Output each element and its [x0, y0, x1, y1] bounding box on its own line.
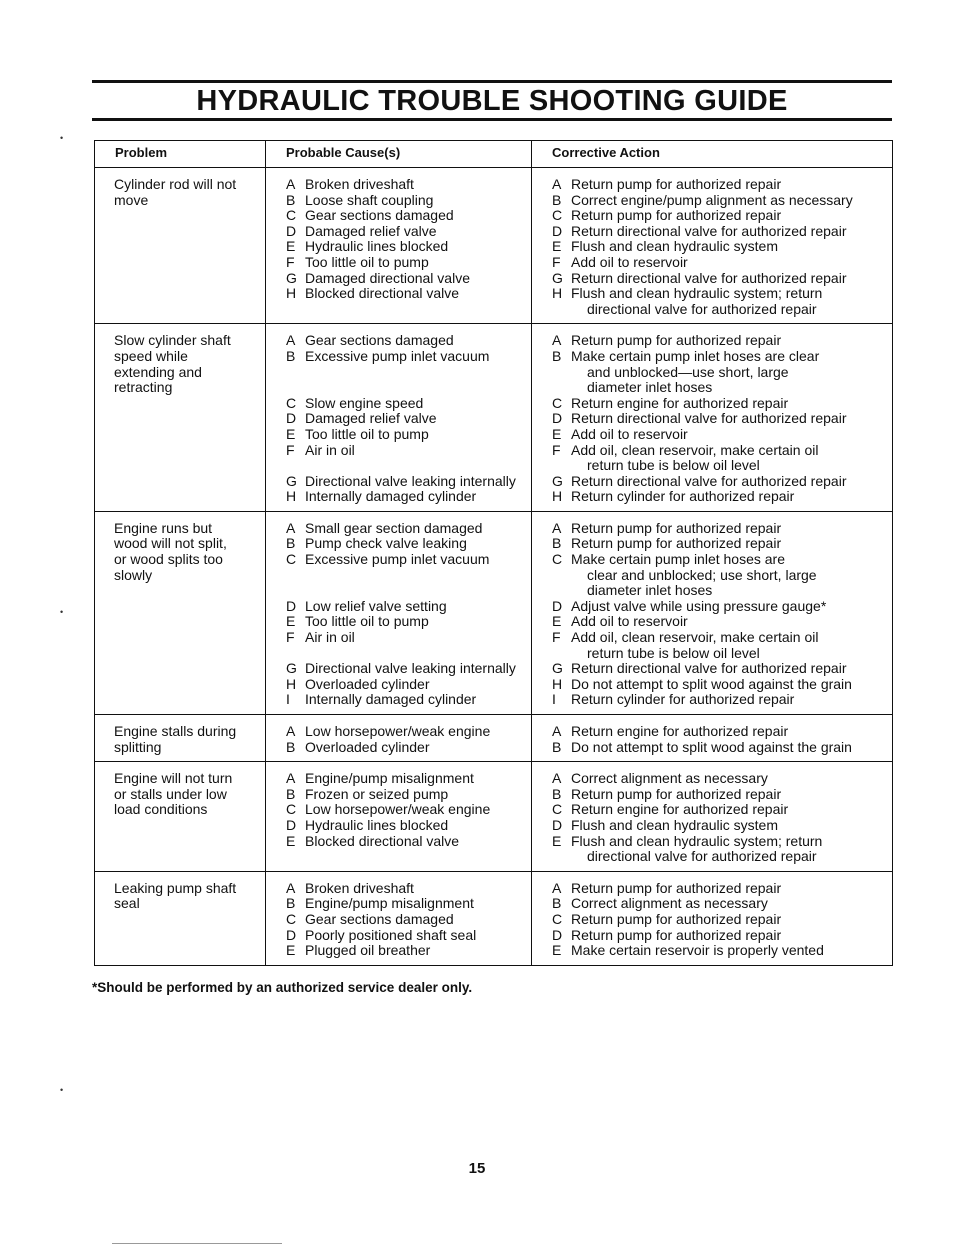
spacer [286, 583, 531, 599]
item-letter: F [286, 441, 295, 458]
item-text: Add oil to reservoir [571, 425, 688, 442]
problem-text-line: or wood splits too [114, 551, 223, 568]
item-text: Blocked directional valve [305, 285, 460, 302]
item-text-continuation: diameter inlet hoses [587, 582, 713, 599]
item-letter: B [286, 738, 296, 755]
item-letter: A [552, 723, 562, 739]
action-item [552, 896, 892, 912]
problem-text-line: retracting [114, 379, 173, 396]
action-item [552, 411, 892, 427]
item-letter: A [286, 723, 296, 739]
item-letter: A [286, 770, 296, 787]
item-letter: C [286, 801, 297, 818]
scan-mark: • [60, 133, 64, 143]
problem-text-line: move [114, 191, 149, 208]
item-letter: C [286, 207, 297, 224]
action-item [552, 536, 892, 552]
action-cell [532, 871, 893, 965]
action-item [552, 661, 892, 677]
item-text: Return directional valve for authorized repair [571, 269, 847, 286]
item-letter: E [552, 238, 562, 255]
item-letter: A [552, 770, 562, 787]
cause-item [286, 630, 531, 646]
item-letter: B [552, 895, 562, 912]
cause-cell [266, 715, 532, 762]
item-text: Add oil, clean reservoir, make certain oil [571, 441, 819, 458]
item-letter: E [286, 425, 296, 442]
action-item [552, 349, 892, 365]
item-text: Do not attempt to split wood against the grain [571, 738, 852, 755]
action-item [552, 271, 892, 287]
cause-item [286, 427, 531, 443]
item-text: Return cylinder for authorized repair [571, 488, 795, 505]
cause-item [286, 881, 531, 897]
item-text: Internally damaged cylinder [305, 488, 477, 505]
item-letter: G [552, 472, 563, 489]
item-letter: D [552, 222, 563, 239]
item-text: Too little oil to pump [305, 425, 429, 442]
action-item [552, 881, 892, 897]
item-text-continuation: return tube is below oil level [587, 644, 760, 661]
item-letter: C [552, 207, 563, 224]
item-letter: C [552, 551, 563, 568]
item-text: Correct engine/pump alignment as necessary [571, 191, 853, 208]
item-text: Return directional valve for authorized repair [571, 410, 847, 427]
action-item [552, 489, 892, 505]
item-text: Adjust valve while using pressure gauge* [571, 597, 827, 614]
cause-item [286, 489, 531, 505]
item-text: Gear sections damaged [305, 332, 454, 349]
problem-text-line: Slow cylinder shaft [114, 332, 231, 349]
problem-text-line: extending and [114, 363, 202, 380]
action-cell [532, 168, 893, 324]
item-text: Plugged oil breather [305, 942, 431, 959]
item-text: Return engine for authorized repair [571, 801, 789, 818]
item-text: Engine/pump misalignment [305, 895, 474, 912]
item-text: Blocked directional valve [305, 832, 460, 849]
item-text: Damaged relief valve [305, 410, 437, 427]
table-row [95, 324, 893, 512]
item-letter: E [286, 613, 296, 630]
problem-cell [95, 168, 266, 324]
item-text: Too little oil to pump [305, 613, 429, 630]
item-letter: E [552, 942, 562, 959]
problem-text-line: Leaking pump shaft [114, 879, 237, 896]
item-text: Flush and clean hydraulic system [571, 816, 778, 833]
action-item [552, 224, 892, 240]
item-text: Return pump for authorized repair [571, 785, 782, 802]
item-text: Slow engine speed [305, 394, 424, 411]
problem-text-line: wood will not split, [114, 535, 227, 552]
cause-item [286, 411, 531, 427]
cause-item [286, 740, 531, 756]
item-text-continuation: return tube is below oil level [587, 457, 760, 474]
item-letter: H [552, 675, 563, 692]
item-text: Directional valve leaking internally [305, 472, 516, 489]
item-letter: C [286, 394, 297, 411]
item-letter: D [286, 926, 297, 943]
item-text: Add oil to reservoir [571, 613, 688, 630]
problem-cell [95, 324, 266, 512]
cause-item [286, 333, 531, 349]
item-letter: F [286, 253, 295, 270]
action-item [552, 396, 892, 412]
item-letter: H [552, 488, 563, 505]
item-text: Make certain pump inlet hoses are clear [571, 347, 820, 364]
problem-text-line: seal [114, 895, 140, 912]
trouble-shooting-table [94, 140, 893, 966]
action-item [552, 474, 892, 490]
item-text: Return pump for authorized repair [571, 519, 782, 536]
item-text: Hydraulic lines blocked [305, 238, 449, 255]
action-cell [532, 762, 893, 872]
scan-mark: • [60, 607, 64, 617]
item-letter: B [286, 895, 296, 912]
cause-cell [266, 762, 532, 872]
item-text: Internally damaged cylinder [305, 691, 477, 708]
item-text: Excessive pump inlet vacuum [305, 347, 490, 364]
action-item [552, 630, 892, 646]
item-text: Damaged relief valve [305, 222, 437, 239]
cause-item [286, 396, 531, 412]
item-text: Poorly positioned shaft seal [305, 926, 477, 943]
action-item [552, 521, 892, 537]
item-text: Too little oil to pump [305, 253, 429, 270]
item-letter: D [552, 816, 563, 833]
action-item [552, 740, 892, 756]
cause-item [286, 443, 531, 459]
item-letter: E [552, 425, 562, 442]
cause-item [286, 599, 531, 615]
item-letter: E [286, 238, 296, 255]
item-letter: F [552, 253, 561, 270]
cause-item [286, 286, 531, 302]
action-item [552, 427, 892, 443]
item-letter: B [552, 347, 562, 364]
item-text: Air in oil [305, 441, 355, 458]
item-text: Add oil to reservoir [571, 253, 688, 270]
item-text: Return directional valve for authorized repair [571, 222, 847, 239]
item-text: Small gear section damaged [305, 519, 483, 536]
item-text: Low horsepower/weak engine [305, 801, 491, 818]
item-text: Return pump for authorized repair [571, 535, 782, 552]
problem-cell [95, 511, 266, 714]
problem-text-line: or stalls under low [114, 785, 227, 802]
title-rule-top [92, 80, 892, 83]
action-item [552, 677, 892, 693]
cause-item [286, 943, 531, 959]
item-text: Gear sections damaged [305, 910, 454, 927]
cause-item [286, 834, 531, 850]
item-text: Pump check valve leaking [305, 535, 467, 552]
item-text: Damaged directional valve [305, 269, 470, 286]
item-letter: C [552, 801, 563, 818]
item-letter: G [552, 660, 563, 677]
action-item [552, 771, 892, 787]
cause-item [286, 896, 531, 912]
item-letter: B [552, 191, 562, 208]
problem-text-line: Engine runs but [114, 519, 213, 536]
item-letter: E [286, 832, 296, 849]
table-header-row [95, 141, 893, 168]
item-letter: F [286, 629, 295, 646]
item-text: Return pump for authorized repair [571, 910, 782, 927]
item-letter: B [286, 191, 296, 208]
item-letter: G [286, 472, 297, 489]
item-text: Return engine for authorized repair [571, 723, 789, 739]
item-text: Flush and clean hydraulic system; return [571, 285, 823, 302]
action-item [552, 943, 892, 959]
footnote: *Should be performed by an authorized service dealer only. [92, 980, 473, 995]
item-text: Air in oil [305, 629, 355, 646]
action-item [552, 193, 892, 209]
spacer [286, 365, 531, 381]
item-text: Low horsepower/weak engine [305, 723, 491, 739]
action-item [552, 724, 892, 740]
item-letter: C [286, 910, 297, 927]
cause-item [286, 177, 531, 193]
table-body [95, 168, 893, 966]
item-letter: A [552, 519, 562, 536]
item-text: Return pump for authorized repair [571, 879, 782, 896]
cause-item [286, 193, 531, 209]
item-text: Engine/pump misalignment [305, 770, 474, 787]
item-letter: G [286, 269, 297, 286]
item-letter: I [286, 691, 290, 708]
item-letter: A [286, 176, 296, 192]
page-title: HYDRAULIC TROUBLE SHOOTING GUIDE [196, 85, 788, 117]
item-letter: H [552, 285, 563, 302]
item-text: Return pump for authorized repair [571, 926, 782, 943]
item-text-continuation: diameter inlet hoses [587, 379, 713, 396]
item-text: Return directional valve for authorized repair [571, 660, 847, 677]
item-letter: H [286, 675, 297, 692]
cause-item [286, 818, 531, 834]
item-letter: A [286, 519, 296, 536]
cause-item [286, 224, 531, 240]
item-letter: B [552, 738, 562, 755]
item-text: Excessive pump inlet vacuum [305, 551, 490, 568]
item-letter: B [552, 535, 562, 552]
item-text: Correct alignment as necessary [571, 770, 768, 787]
action-cell [532, 511, 893, 714]
item-text: Gear sections damaged [305, 207, 454, 224]
problem-text-line: load conditions [114, 801, 208, 818]
item-text-continuation: clear and unblocked; use short, large [587, 566, 817, 583]
item-text: Return engine for authorized repair [571, 394, 789, 411]
header-corrective-action: Corrective Action [532, 141, 893, 168]
cause-cell [266, 871, 532, 965]
cause-item [286, 677, 531, 693]
item-text: Low relief valve setting [305, 597, 447, 614]
cause-item [286, 255, 531, 271]
item-text: Overloaded cylinder [305, 738, 430, 755]
item-letter: H [286, 285, 297, 302]
action-cell [532, 715, 893, 762]
item-letter: D [552, 926, 563, 943]
action-item [552, 614, 892, 630]
cause-item [286, 614, 531, 630]
cause-item [286, 928, 531, 944]
item-text: Return directional valve for authorized repair [571, 472, 847, 489]
cause-item [286, 661, 531, 677]
item-text: Overloaded cylinder [305, 675, 430, 692]
action-item [552, 834, 892, 850]
item-text: Broken driveshaft [305, 176, 414, 192]
item-letter: D [552, 597, 563, 614]
table-row [95, 715, 893, 762]
item-letter: A [286, 332, 296, 349]
action-item [552, 599, 892, 615]
problem-cell [95, 715, 266, 762]
item-letter: D [286, 816, 297, 833]
cause-item [286, 536, 531, 552]
item-letter: F [552, 441, 561, 458]
item-text: Make certain pump inlet hoses are [571, 551, 785, 568]
item-text: Do not attempt to split wood against the grain [571, 675, 852, 692]
item-letter: C [286, 551, 297, 568]
item-letter: B [286, 347, 296, 364]
spacer [286, 646, 531, 662]
item-text: Flush and clean hydraulic system [571, 238, 778, 255]
item-letter: E [552, 832, 562, 849]
item-text: Broken driveshaft [305, 879, 414, 896]
item-text: Correct alignment as necessary [571, 895, 768, 912]
problem-text-line: Engine stalls during [114, 723, 237, 739]
header-probable-causes: Probable Cause(s) [266, 141, 532, 168]
item-text: Return pump for authorized repair [571, 332, 782, 349]
cause-item [286, 271, 531, 287]
item-letter: A [552, 176, 562, 192]
cause-item [286, 787, 531, 803]
spacer [286, 568, 531, 584]
action-item [552, 928, 892, 944]
cause-item [286, 724, 531, 740]
action-item [552, 552, 892, 568]
spacer [286, 380, 531, 396]
item-letter: E [552, 613, 562, 630]
problem-text-line: slowly [114, 566, 153, 583]
action-item [552, 692, 892, 708]
cause-item [286, 771, 531, 787]
item-letter: A [552, 332, 562, 349]
cause-item [286, 692, 531, 708]
problem-cell [95, 762, 266, 872]
action-item [552, 912, 892, 928]
item-letter: G [552, 269, 563, 286]
item-letter: E [286, 942, 296, 959]
cause-item [286, 474, 531, 490]
item-text: Directional valve leaking internally [305, 660, 516, 677]
item-letter: G [286, 660, 297, 677]
action-item [552, 255, 892, 271]
item-letter: D [286, 597, 297, 614]
action-item [552, 239, 892, 255]
item-text-continuation: directional valve for authorized repair [587, 848, 817, 865]
problem-text-line: splitting [114, 738, 162, 755]
table-row [95, 511, 893, 714]
action-item [552, 333, 892, 349]
title-rule-bottom [92, 118, 892, 121]
item-text: Make certain reservoir is properly vented [571, 942, 824, 959]
problem-text-line: Engine will not turn [114, 770, 233, 787]
item-text: Add oil, clean reservoir, make certain oil [571, 629, 819, 646]
action-item [552, 208, 892, 224]
item-letter: F [552, 629, 561, 646]
item-letter: B [552, 785, 562, 802]
item-text: Hydraulic lines blocked [305, 816, 449, 833]
scan-edge-line [112, 1243, 282, 1244]
action-item [552, 443, 892, 459]
action-item [552, 802, 892, 818]
item-letter: D [286, 222, 297, 239]
cause-cell [266, 324, 532, 512]
item-letter: A [286, 879, 296, 896]
action-item [552, 818, 892, 834]
item-text: Loose shaft coupling [305, 191, 434, 208]
item-letter: B [286, 785, 296, 802]
action-cell [532, 324, 893, 512]
item-text: Return pump for authorized repair [571, 207, 782, 224]
action-item [552, 286, 892, 302]
item-letter: C [552, 394, 563, 411]
item-letter: A [552, 879, 562, 896]
action-item [552, 787, 892, 803]
cause-item [286, 239, 531, 255]
table-row [95, 762, 893, 872]
cause-item [286, 802, 531, 818]
item-letter: D [552, 410, 563, 427]
item-letter: I [552, 691, 556, 708]
problem-text-line: Cylinder rod will not [114, 176, 237, 192]
cause-item [286, 349, 531, 365]
scan-mark: • [60, 1085, 64, 1095]
item-letter: D [286, 410, 297, 427]
table-row [95, 168, 893, 324]
cause-item [286, 521, 531, 537]
problem-text-line: speed while [114, 347, 188, 364]
table-row [95, 871, 893, 965]
item-text-continuation: and unblocked—use short, large [587, 363, 789, 380]
item-text: Frozen or seized pump [305, 785, 449, 802]
item-letter: B [286, 535, 296, 552]
cause-item [286, 552, 531, 568]
cause-item [286, 912, 531, 928]
item-letter: H [286, 488, 297, 505]
item-text: Return cylinder for authorized repair [571, 691, 795, 708]
header-problem: Problem [95, 141, 266, 168]
cause-item [286, 208, 531, 224]
action-item [552, 177, 892, 193]
cause-cell [266, 168, 532, 324]
item-letter: C [552, 910, 563, 927]
item-text: Return pump for authorized repair [571, 176, 782, 192]
problem-cell [95, 871, 266, 965]
page-number: 15 [468, 1160, 486, 1177]
spacer [286, 458, 531, 474]
item-text-continuation: directional valve for authorized repair [587, 300, 817, 317]
cause-cell [266, 511, 532, 714]
item-text: Flush and clean hydraulic system; return [571, 832, 823, 849]
